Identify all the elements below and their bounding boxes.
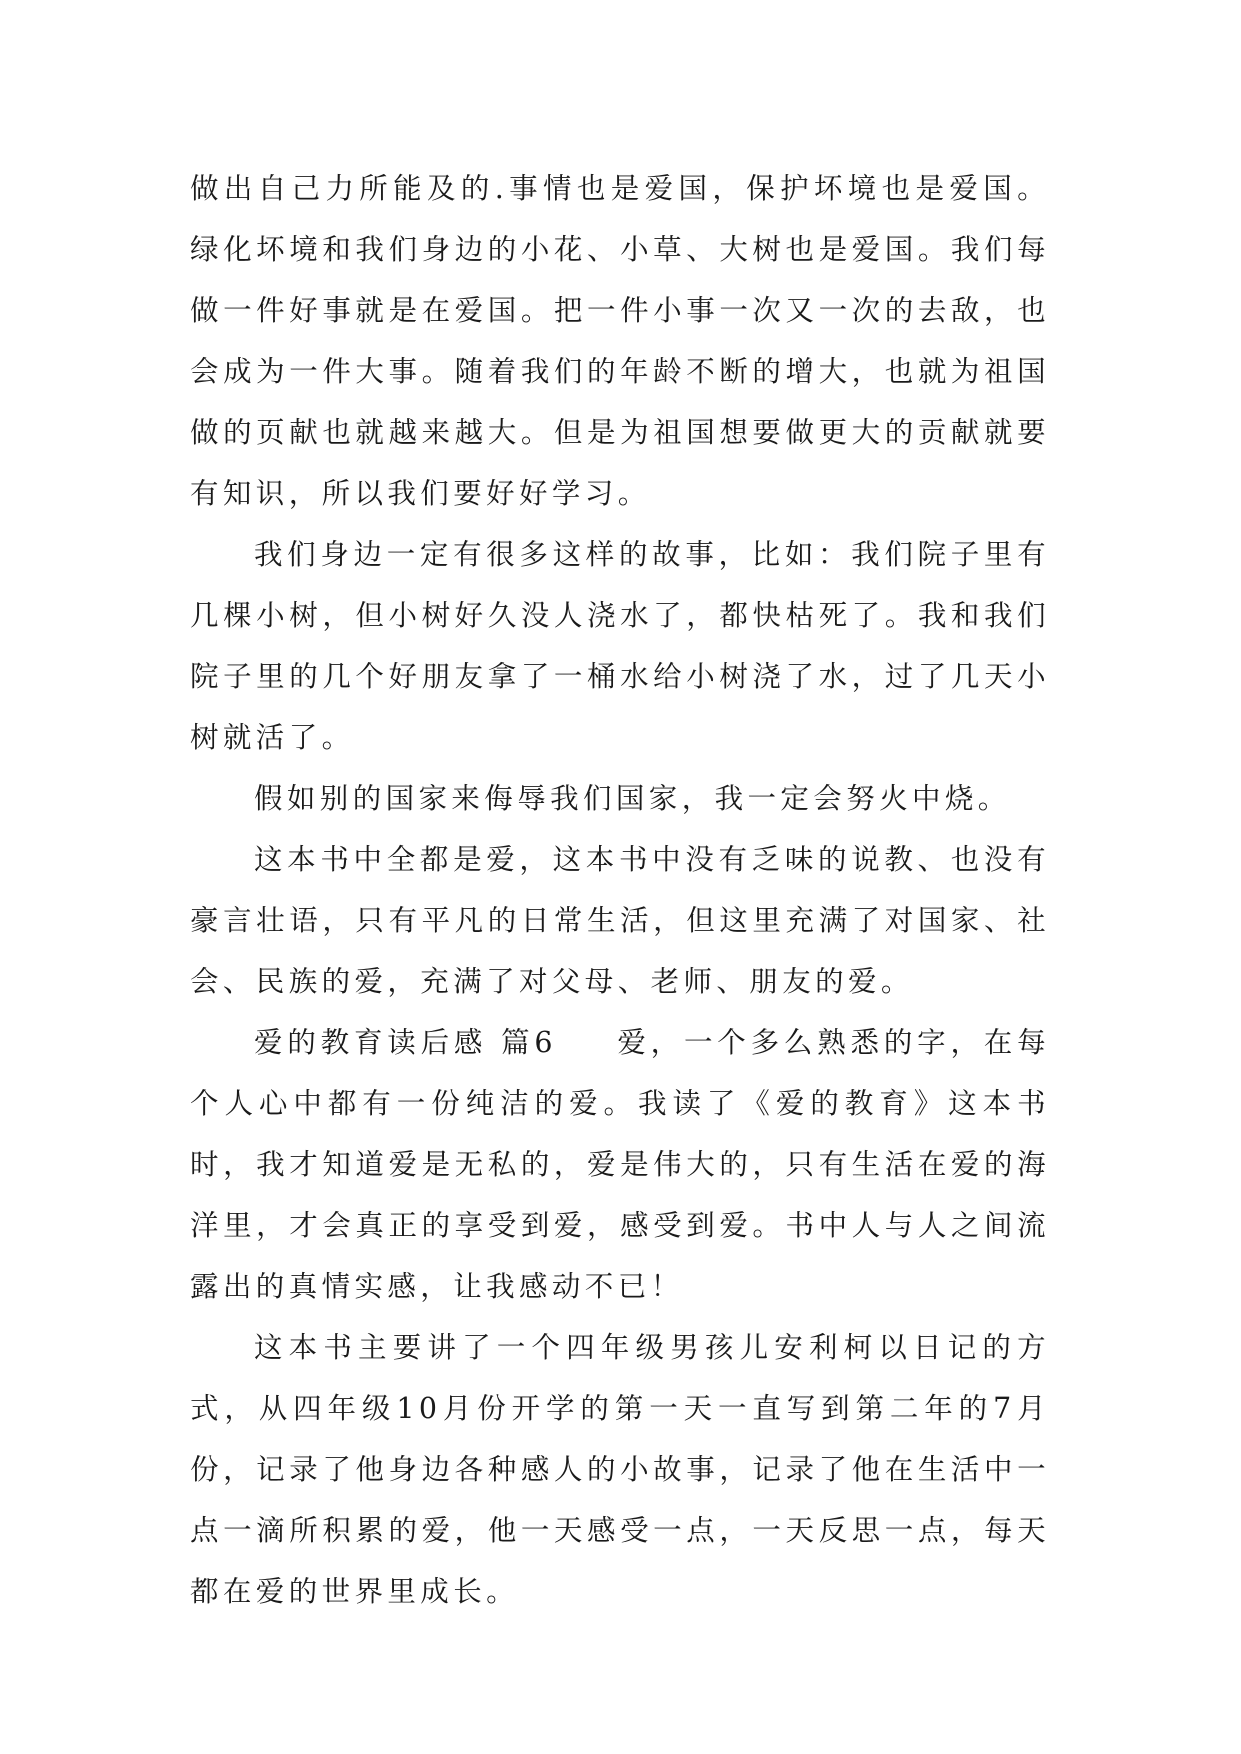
section-heading: 爱的教育读后感 篇6	[254, 1026, 557, 1059]
paragraph-4: 这本书中全都是爱，这本书中没有乏味的说教、也没有豪言壮语，只有平凡的日常生活，但这里充满了对国家、社会、民族的爱，充满了对父母、老师、朋友的爱。	[190, 843, 1050, 998]
paragraph-6: 这本书主要讲了一个四年级男孩儿安利柯以日记的方式，从四年级10月份开学的第一天一直写到第二年的7月份，记录了他身边各种感人的小故事，记录了他在生活中一点一滴所积累的爱，他一天感受一点，一天反思一点，每天都在爱的世界里成长。	[190, 1331, 1050, 1608]
paragraph-5-body: 爱，一个多么熟悉的字，在每个人心中都有一份纯洁的爱。我读了《爱的教育》这本书时，我才知道爱是无私的，爱是伟大的，只有生活在爱的海洋里，才会真正的享受到爱，感受到爱。书中人与人之间流露出的真情实感，让我感动不已！	[190, 1026, 1050, 1303]
paragraph-2: 我们身边一定有很多这样的故事，比如：我们院子里有几棵小树，但小树好久没人浇水了，都快枯死了。我和我们院子里的几个好朋友拿了一桶水给小树浇了水，过了几天小树就活了。	[190, 538, 1050, 754]
paragraph-5	[190, 1012, 1050, 1317]
paragraph-1: 做出自己力所能及的.事情也是爱国，保护坏境也是爱国。绿化坏境和我们身边的小花、小草、大树也是爱国。我们每做一件好事就是在爱国。把一件小事一次又一次的去敌，也会成为一件大事。随着我们的年龄不断的增大，也就为祖国做的页献也就越来越大。但是为祖国想要做更大的贡献就要有知识，所以我们要好好学习。	[190, 172, 1050, 510]
body-text	[190, 158, 1050, 1622]
paragraph-3: 假如别的国家来侮辱我们国家，我一定会努火中烧。	[254, 782, 1011, 815]
